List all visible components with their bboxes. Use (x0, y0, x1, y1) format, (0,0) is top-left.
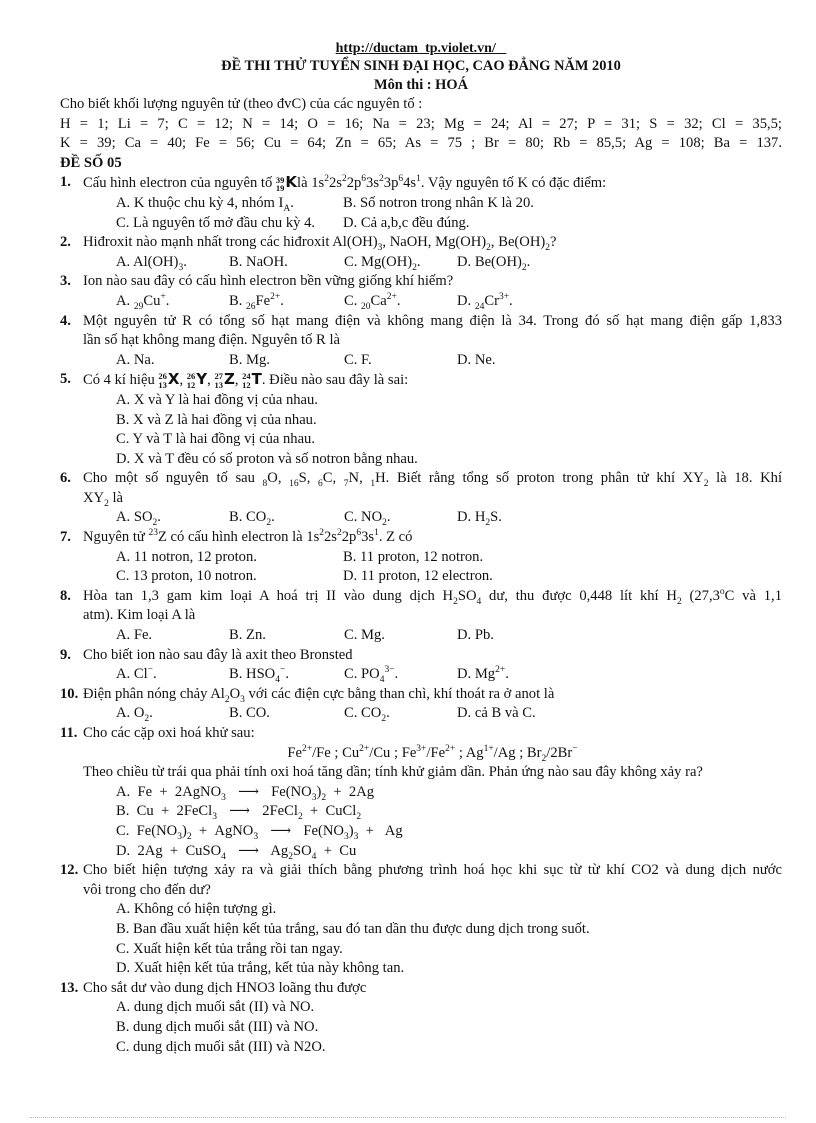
question-text: Điện phân nóng chảy $Al_2O_3$ với các điện cực bằng than chì, khí thoát ra ở anot là (83, 685, 555, 705)
page-bottom-divider (30, 1117, 786, 1118)
question-text: Ion nào sau đây có cấu hình electron bền vững giống khí hiếm? (83, 273, 454, 290)
answer-row (60, 253, 782, 273)
answer-d[interactable]: D. $Mg^{2+}$. (457, 665, 509, 683)
answer-row (60, 508, 782, 528)
question-11-cont (60, 763, 782, 783)
answer-c[interactable]: C. $PO_4^{3-}$. (344, 665, 399, 686)
question-3 (60, 272, 782, 292)
answer-d[interactable]: D. $Be(OH)_2$. (457, 253, 531, 273)
answer-c[interactable]: C. $NO_2$. (344, 509, 391, 529)
answer-b[interactable]: B. 11 proton, 12 notron. (343, 548, 484, 565)
answer-a[interactable]: A. K thuộc chu kỳ 4, nhóm $I_A$. (116, 194, 294, 214)
answer-b[interactable]: B. Số notron trong nhân K là 20. (343, 194, 534, 211)
answer-a[interactable]: A. $Al(OH)_3$. (116, 253, 187, 273)
question-7 (60, 528, 782, 548)
answer-row (60, 665, 782, 685)
question-5 (60, 370, 782, 391)
question-number: 11. (60, 725, 78, 741)
question-text: Cho các cặp oxi hoá khử sau: (83, 725, 255, 741)
answer-a[interactable]: A. $SO_2$. (116, 509, 161, 529)
question-text: Hiđroxit nào mạnh nhất trong các hiđroxit $Al(OH)_3$, NaOH, $Mg(OH)_2$, $Be(OH)_2$? (83, 234, 557, 254)
answer-b[interactable]: B. $HSO_4^-$. (229, 665, 289, 686)
question-13 (60, 979, 782, 999)
answer-d[interactable]: D. 2Ag + CuSO$_4$ ⟶ $Ag_2SO_4 + Cu$ (116, 842, 357, 862)
question-number: 8. (60, 587, 71, 604)
question-text-cont: $XY_2$ là (83, 489, 124, 509)
answer-d[interactable]: D. 11 proton, 12 electron. (343, 568, 493, 585)
answer-a[interactable]: A. X và Y là hai đồng vị của nhau. (116, 391, 318, 408)
answer-c[interactable]: C. $_{20}Ca^{2+}$. (344, 292, 401, 312)
answer-row (60, 351, 782, 371)
question-text-cont: Theo chiều từ trái qua phải tính oxi hoá tăng dần; tính khử giảm dần. Phản ứng nào sau đây không xảy ra? (83, 764, 703, 781)
redox-pairs: $Fe^{2+}/Fe$ ; $Cu^{2+}/Cu$ ; $Fe^{3+}/Fe^{2+}$ ; $Ag^{1+}/Ag$ ; $Br_2/2Br^-$ (287, 743, 578, 764)
question-2 (60, 233, 782, 253)
question-6 (60, 469, 782, 508)
answer-row (60, 626, 782, 646)
question-text: Cho biết hiện tượng xảy ra và giải thích bằng phương trình hoá học khi sục từ từ khí CO2 và dung dịch nước (83, 862, 782, 879)
answer-d[interactable]: D. $_{24}Cr^{3+}$. (457, 292, 513, 312)
exam-page (60, 40, 782, 1057)
answer-d[interactable]: D. Ne. (457, 351, 496, 368)
question-text: Cho biết ion nào sau đây là axit theo Bronsted (83, 646, 353, 663)
question-number: 9. (60, 646, 71, 663)
answer-c[interactable]: C. dung dịch muối sắt (III) và N2O. (116, 1038, 326, 1055)
answer-c[interactable]: C. 13 proton, 10 notron. (116, 568, 257, 585)
question-text: Một nguyên tử R có tổng số hạt mang điện và không mang điện là 34. Trong đó số hạt mang điện gấp 1,833 (83, 312, 782, 329)
answer-a[interactable]: A. dung dịch muối sắt (II) và NO. (116, 999, 315, 1016)
answer-c[interactable]: C. Xuất hiện kết tủa trắng rồi tan ngay. (116, 940, 343, 957)
answer-a[interactable]: A. Không có hiện tượng gì. (116, 901, 277, 918)
answer-c[interactable]: C. $Mg(OH)_2$. (344, 253, 421, 273)
answer-b[interactable]: B. Ban đầu xuất hiện kết tủa trắng, sau đó tan dần thu được dung dịch trong suốt. (116, 920, 590, 937)
question-text-cont: lần số hạt không mang điện. Nguyên tố R là (83, 332, 340, 349)
question-number: 1. (60, 174, 71, 191)
question-number: 13. (60, 979, 79, 996)
question-number: 2. (60, 234, 71, 251)
answer-a[interactable]: A. Cl−. (116, 665, 157, 683)
question-text: Hòa tan 1,3 gam kim loại A hoá trị II vào dung dịch $H_2SO_4$ dư, thu được 0,448 lít khí $H_2$ (27,3$^o$C và 1,1 (83, 586, 782, 607)
answer-b[interactable]: B. CO. (229, 705, 270, 722)
question-number: 3. (60, 273, 71, 290)
atomic-mass-line-1: H = 1; Li = 7; C = 12; N = 14; O = 16; Na = 23; Mg = 24; Al = 27; P = 31; S = 32; Cl = 35,5; (60, 115, 782, 132)
question-text: Cấu hình electron của nguyên tố 39 19 Klà $1s^22s^22p^63s^23p^64s^1$. Vậy nguyên tố K có đặc điểm: (83, 173, 607, 194)
answer-a[interactable]: A. 11 notron, 12 proton. (116, 548, 257, 565)
answer-b[interactable]: B. Cu + 2FeCl$_3$ ⟶ 2FeCl$_2$ + CuCl$_2$ (116, 803, 362, 823)
answer-d[interactable]: D. Cả a,b,c đều đúng. (343, 214, 470, 231)
answer-a[interactable]: A. $O_2$. (116, 705, 153, 725)
answer-a[interactable]: A. $_{29}$Cu+. (116, 292, 170, 312)
question-text: Nguyên tử $^{23}$Z có cấu hình electron là $1s^22s^22p^63s^1$. Z có (83, 528, 413, 546)
question-8 (60, 587, 782, 626)
question-number: 6. (60, 470, 71, 487)
answer-b[interactable]: B. X và Z là hai đồng vị của nhau. (116, 411, 317, 428)
answer-c[interactable]: C. Là nguyên tố mở đầu chu kỳ 4. (116, 214, 316, 231)
question-1 (60, 173, 782, 194)
answer-row (60, 704, 782, 724)
source-url-link[interactable]: http://ductam_tp.violet.vn/ (335, 41, 496, 56)
question-10 (60, 685, 782, 705)
answer-d[interactable]: D. Xuất hiện kết tủa trắng, kết tủa này không tan. (116, 960, 405, 977)
exam-subject: Môn thi : HOÁ (374, 77, 468, 93)
question-text-cont: vôi trong cho đến dư? (83, 881, 211, 898)
question-number: 10. (60, 685, 79, 702)
answer-c[interactable]: C. $CO_2$. (344, 705, 390, 725)
answer-b[interactable]: B. $_{26}Fe^{2+}$. (229, 292, 284, 312)
answer-c[interactable]: C. Y và T là hai đồng vị của nhau. (116, 431, 316, 448)
exam-title: ĐỀ THI THỬ TUYỂN SINH ĐẠI HỌC, CAO ĐẲNG NĂM 2010 (221, 58, 621, 74)
question-number: 7. (60, 529, 71, 546)
question-9 (60, 646, 782, 666)
answer-a[interactable]: A. Fe + 2AgNO$_3$ ⟶ $Fe(NO_3)_2 + 2Ag$ (116, 783, 375, 803)
answer-d[interactable]: D. $H_2S$. (457, 509, 502, 529)
answer-row (60, 194, 782, 214)
answer-c[interactable]: C. Mg. (344, 627, 385, 644)
answer-b[interactable]: B. NaOH. (229, 253, 288, 270)
question-12 (60, 861, 782, 900)
answer-b[interactable]: B. Mg. (229, 351, 270, 368)
answer-b[interactable]: B. dung dịch muối sắt (III) và NO. (116, 1018, 319, 1035)
question-4 (60, 312, 782, 351)
question-11 (60, 724, 782, 744)
question-number: 5. (60, 371, 71, 388)
answer-b[interactable]: B. $CO_2$. (229, 509, 275, 529)
question-text-cont: atm). Kim loại A là (83, 607, 196, 624)
answer-d[interactable]: D. cả B và C. (457, 705, 536, 722)
question-text: Cho một số nguyên tố sau $_8$O, $_{16}$S, $_6$C, $_7$N, $_1$H. Biết rằng tổng số proton trong phân tử khí $XY_2$ là 18. Khí (83, 470, 783, 490)
question-number: 4. (60, 312, 71, 329)
answer-c[interactable]: C. $Fe(NO_3)_2$ + AgNO$_3$ ⟶ $Fe(NO_3)_3 + Ag$ (116, 822, 403, 842)
answer-row (60, 567, 782, 587)
answer-row (60, 214, 782, 234)
answer-row (60, 292, 782, 312)
answer-c[interactable]: C. F. (344, 351, 372, 368)
answer-a[interactable]: A. Na. (116, 351, 155, 368)
intro-text: Cho biết khối lượng nguyên tử (theo đvC) của các nguyên tố : (60, 96, 423, 112)
question-number: 12. (60, 862, 79, 879)
answer-d[interactable]: D. Pb. (457, 627, 494, 644)
answer-b[interactable]: B. Zn. (229, 627, 266, 644)
answer-d[interactable]: D. X và T đều có số proton và số notron bằng nhau. (116, 450, 418, 467)
question-text: Cho sắt dư vào dung dịch HNO3 loãng thu được (83, 979, 367, 996)
source-url[interactable] (60, 40, 782, 57)
question-text: Có 4 kí hiệu 26 13 X, 26 12 Y, 27 13 Z, 24 12 T. Điều nào sau đây là sai: (83, 370, 409, 390)
atomic-mass-line-2: K = 39; Ca = 40; Fe = 56; Cu = 64; Zn = 65; As = 75 ; Br = 80; Rb = 85,5; Ag = 108; Ba = 137. (60, 135, 782, 152)
exam-code: ĐỀ SỐ 05 (60, 154, 122, 171)
answer-a[interactable]: A. Fe. (116, 627, 153, 644)
answer-row (60, 548, 782, 568)
